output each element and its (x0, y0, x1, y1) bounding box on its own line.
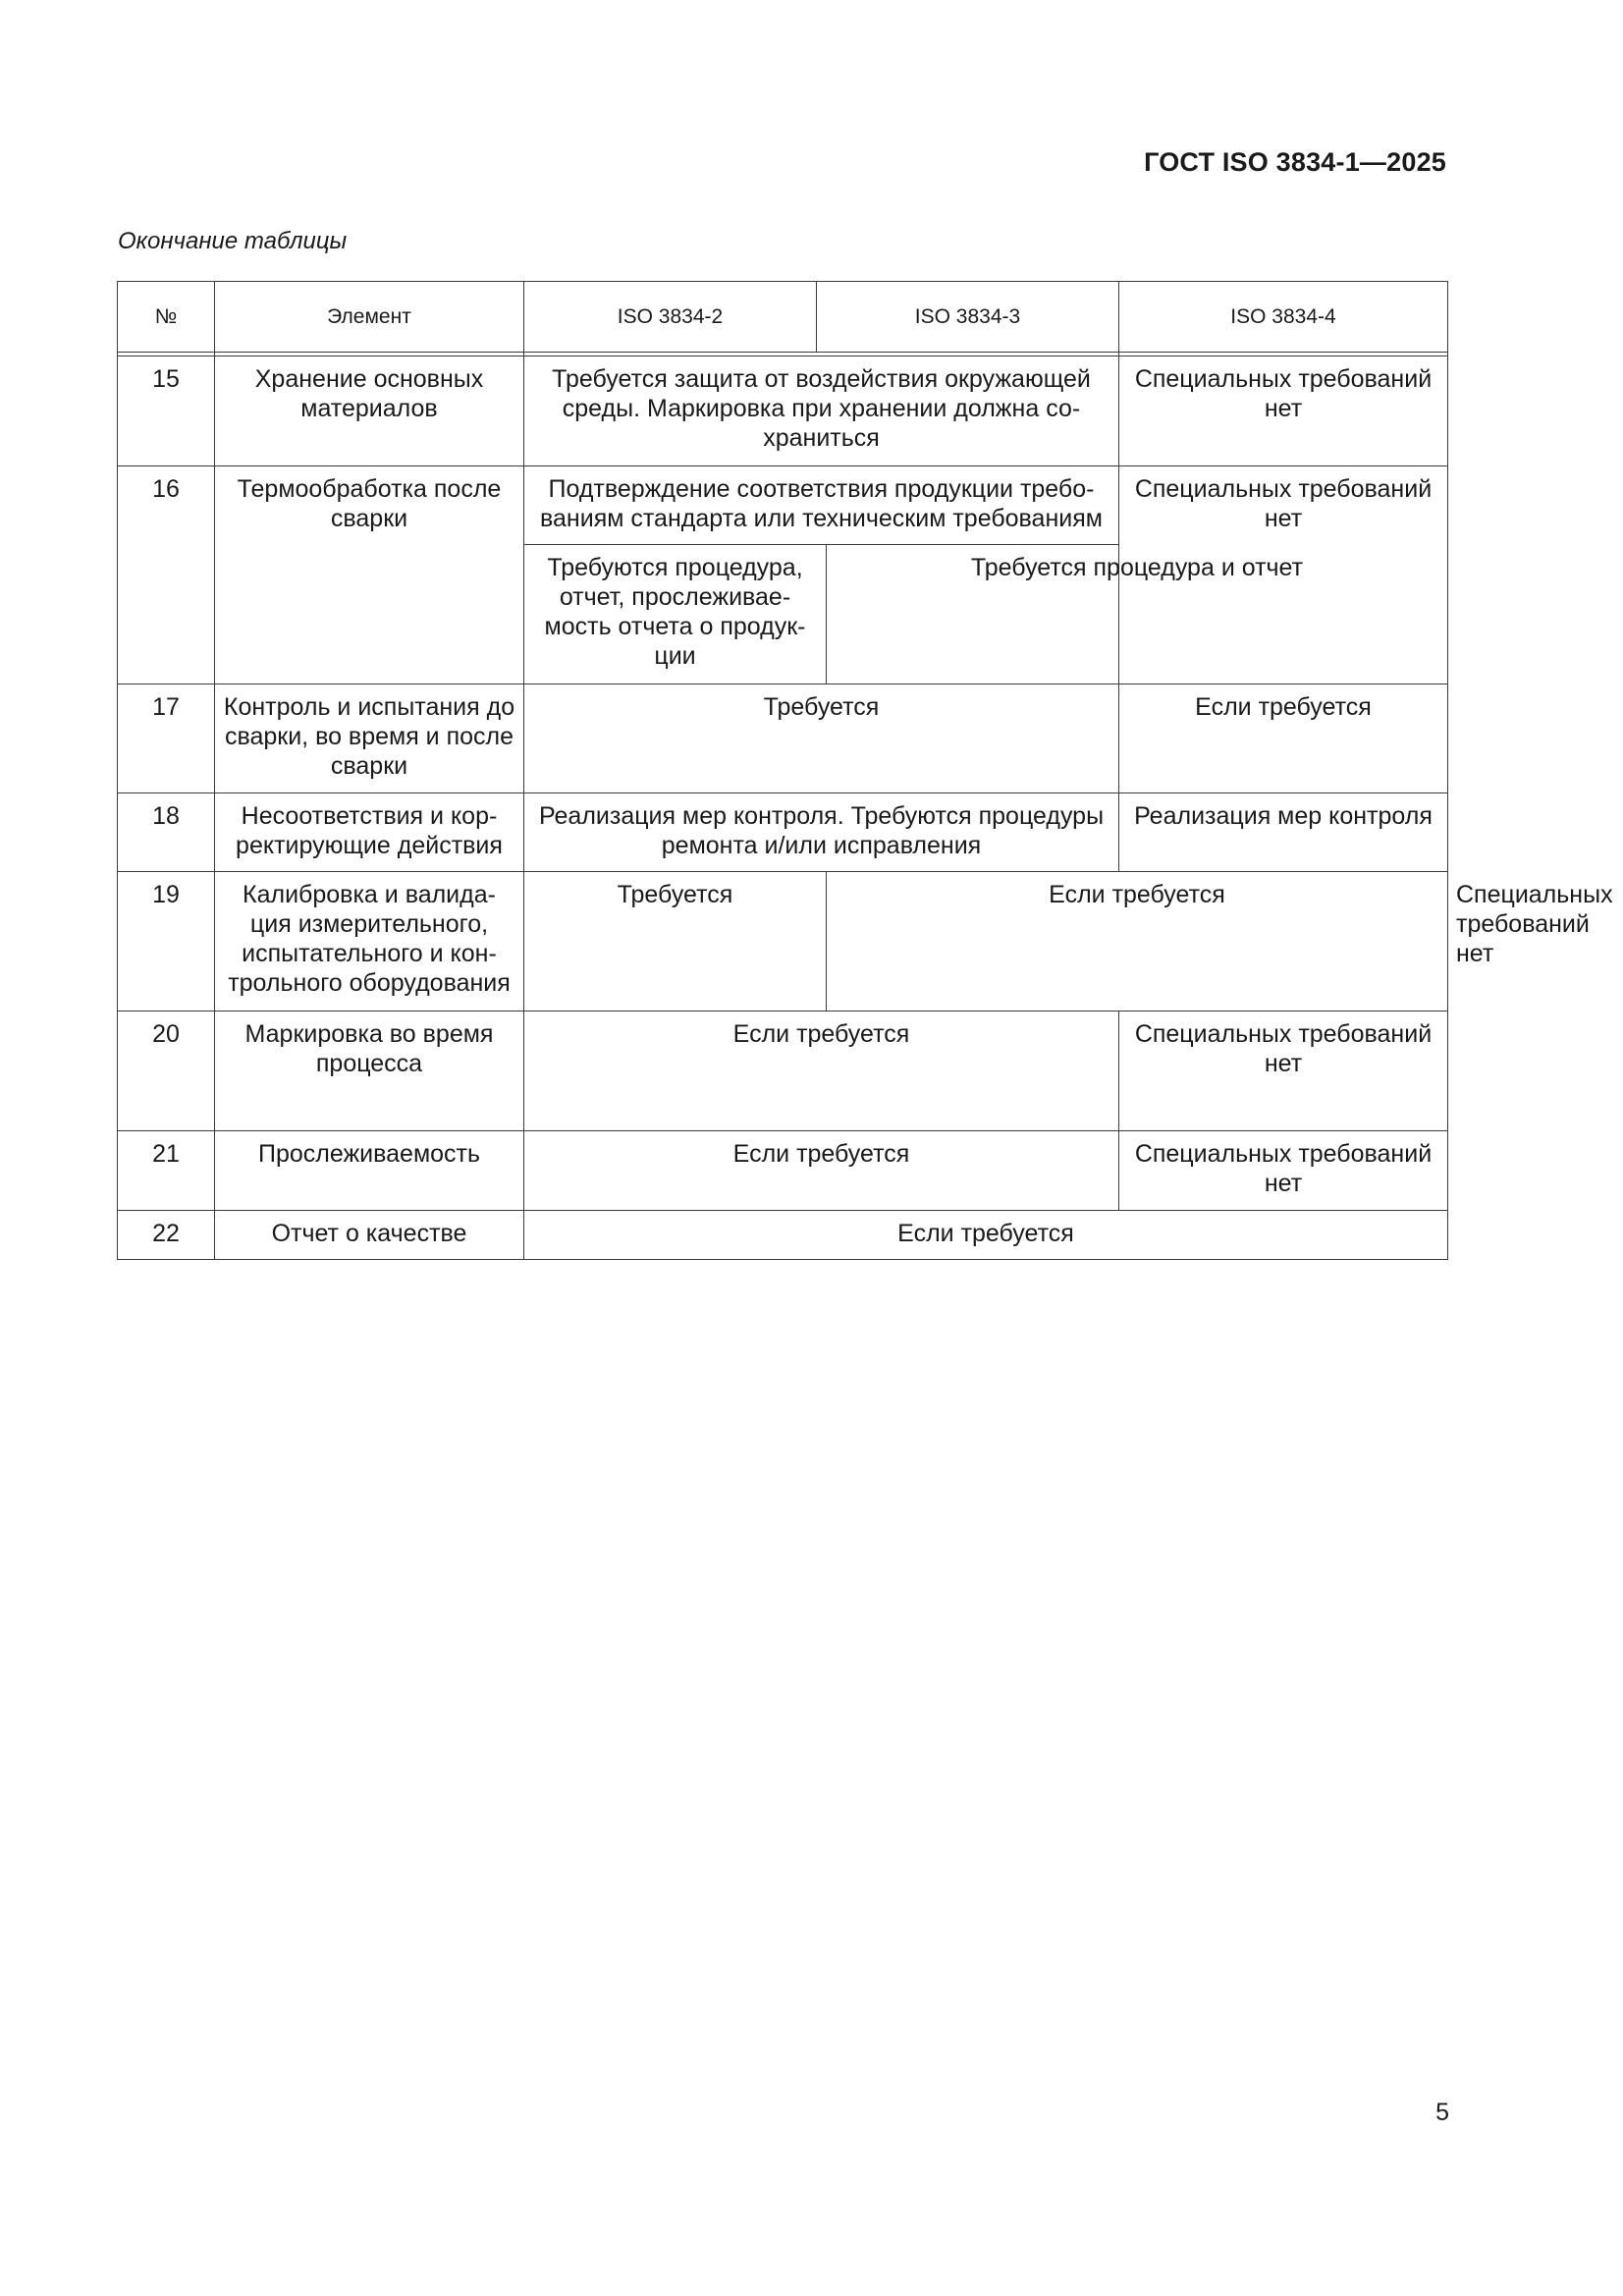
cell-iso-3834-2: Требуются процедура, отчет, прослеживае-мость отчета о продук-ции (524, 545, 827, 684)
cell-iso-3834-2-3: Требуется (524, 684, 1119, 793)
table-row (118, 466, 1448, 545)
cell-iso-3834-2: Требуется (524, 872, 827, 1011)
column-header-num: № (118, 282, 215, 353)
row-number: 22 (118, 1211, 215, 1260)
row-number: 17 (118, 684, 215, 793)
cell-iso-3834-2-3: Подтверждение соответствия продукции требо-ваниям стандарта или техническим требованиям (524, 466, 1119, 545)
row-element: Калибровка и валида-ция измерительного, испытательного и кон-трольного оборудования (215, 872, 524, 1011)
cell-iso-3834-4: Если требуется (1119, 684, 1448, 793)
cell-iso-3834-3: Если требуется (827, 872, 1448, 1011)
row-number: 20 (118, 1011, 215, 1131)
row-number: 15 (118, 356, 215, 466)
column-header-iso-3834-4: ISO 3834-4 (1119, 282, 1448, 353)
row-element: Термообработка после сварки (215, 466, 524, 684)
requirements-table (117, 281, 1613, 1260)
row-element: Прослеживаемость (215, 1131, 524, 1211)
table-row (118, 356, 1448, 466)
table-row (118, 1211, 1448, 1260)
cell-iso-3834-2-3: Требуется защита от воздействия окружающей среды. Маркировка при хранении должна со-храниться (524, 356, 1119, 466)
document-code: ГОСТ ISO 3834-1—2025 (1144, 147, 1446, 177)
row-element: Несоответствия и кор-ректирующие действия (215, 793, 524, 872)
cell-iso-3834-4: Специальных требований нет (1119, 1011, 1448, 1131)
cell-iso-3834-3: Требуется процедура и отчет (827, 545, 1448, 684)
cell-iso-3834-4: Специальных требований нет (1119, 1131, 1448, 1211)
row-number: 16 (118, 466, 215, 684)
table-caption: Окончание таблицы (118, 228, 348, 254)
row-element: Маркировка во время процесса (215, 1011, 524, 1131)
row-number: 18 (118, 793, 215, 872)
row-number: 21 (118, 1131, 215, 1211)
row-element: Отчет о качестве (215, 1211, 524, 1260)
cell-iso-3834-4: Реализация мер контроля (1119, 793, 1448, 872)
table-row: 19 Калибровка и валида-ция измерительного, испытательного и кон-трольного оборудования Требуется Если требуется Специальных требований нет (118, 872, 1448, 1011)
table-row (118, 684, 1448, 793)
cell-iso-3834-4: Специальных требований нет (1119, 356, 1448, 466)
table-header-row (118, 282, 1448, 353)
page-number: 5 (1435, 2099, 1449, 2126)
cell-iso-3834-4: Специальных требований нет (1119, 466, 1448, 684)
cell-iso-3834-2-3-4: Если требуется (524, 1211, 1448, 1260)
table-row (118, 793, 1448, 872)
table-row (118, 1011, 1448, 1131)
column-header-iso-3834-3: ISO 3834-3 (817, 282, 1119, 353)
column-header-element: Элемент (215, 282, 524, 353)
cell-iso-3834-2-3: Если требуется (524, 1011, 1119, 1131)
cell-iso-3834-2-3: Если требуется (524, 1131, 1119, 1211)
cell-iso-3834-2-3: Реализация мер контроля. Требуются процедуры ремонта и/или исправления (524, 793, 1119, 872)
row-element: Контроль и испытания до сварки, во время и после сварки (215, 684, 524, 793)
table-row (118, 1131, 1448, 1211)
row-element: Хранение основных материалов (215, 356, 524, 466)
column-header-iso-3834-2: ISO 3834-2 (524, 282, 817, 353)
row-number: 19 (118, 872, 215, 1011)
